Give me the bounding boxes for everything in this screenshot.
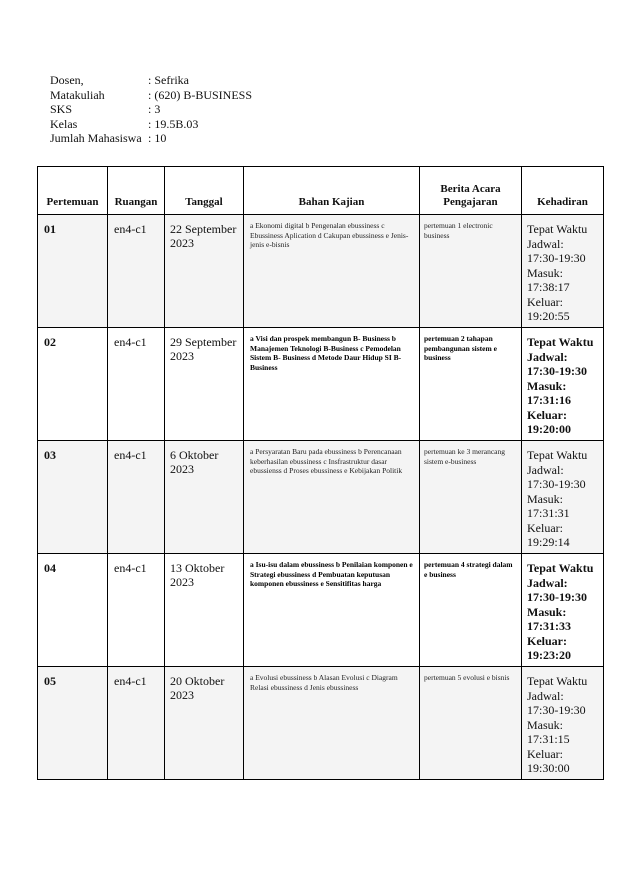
table-row: [38, 554, 604, 667]
info-value: : 10: [148, 131, 167, 145]
check-in-time: 17:31:15: [527, 732, 570, 746]
schedule-label: Jadwal:: [527, 462, 564, 477]
attendance-cell: [522, 215, 604, 328]
attendance-status: Tepat Waktu: [527, 674, 588, 688]
check-in-time: 17:38:17: [527, 280, 570, 294]
check-in-label: Masuk:: [527, 265, 563, 280]
schedule-time: 17:30-19:30: [527, 590, 587, 604]
attendance-table: [37, 166, 604, 780]
room-cell: en4-c1: [108, 554, 165, 667]
info-label: Jumlah Mahasiswa: [50, 131, 142, 145]
table-header-row: [38, 167, 604, 215]
meeting-number: 05: [38, 667, 108, 780]
material-cell: a Evolusi ebussiness b Alasan Evolusi c Diagram Relasi ebussiness d Jenis ebussiness: [244, 667, 420, 780]
attendance-status: Tepat Waktu: [527, 222, 588, 236]
check-out-label: Keluar:: [527, 746, 563, 761]
check-out-time: 19:23:20: [527, 648, 571, 662]
attendance-cell: [522, 667, 604, 780]
col-header-attendance: Kehadiran: [522, 167, 604, 215]
col-header-report-line1: Berita Acara: [440, 183, 501, 195]
info-value: : 19.5B.03: [148, 116, 199, 131]
info-label: Dosen,: [50, 73, 84, 87]
schedule-label: Jadwal:: [527, 236, 564, 251]
check-out-label: Keluar:: [527, 633, 567, 648]
check-in-label: Masuk:: [527, 378, 567, 393]
table-row: [38, 667, 604, 780]
col-header-meeting: Pertemuan: [38, 167, 108, 215]
schedule-time: 17:30-19:30: [527, 477, 586, 491]
schedule-label: Jadwal:: [527, 575, 568, 590]
table-row: [38, 441, 604, 554]
room-cell: en4-c1: [108, 215, 165, 328]
room-cell: en4-c1: [108, 441, 165, 554]
col-header-material: Bahan Kajian: [244, 167, 420, 215]
schedule-time: 17:30-19:30: [527, 251, 586, 265]
course-info: [50, 73, 252, 146]
attendance-status: Tepat Waktu: [527, 335, 594, 349]
info-value: : Sefrika: [148, 73, 189, 87]
date-cell: 22 September 2023: [165, 215, 244, 328]
check-in-time: 17:31:16: [527, 393, 571, 407]
info-row-lecturer: [50, 73, 252, 88]
attendance-status: Tepat Waktu: [527, 561, 594, 575]
check-out-time: 19:30:00: [527, 761, 570, 775]
info-value: : (620) B-BUSINESS: [148, 87, 253, 102]
meeting-number: 04: [38, 554, 108, 667]
col-header-report: [420, 167, 522, 215]
attendance-cell: [522, 441, 604, 554]
check-in-time: 17:31:31: [527, 506, 570, 520]
col-header-room: Ruangan: [108, 167, 165, 215]
info-row-course: [50, 88, 252, 103]
check-out-label: Keluar:: [527, 520, 563, 535]
info-row-students: [50, 131, 252, 146]
info-label: Kelas: [50, 116, 78, 131]
check-out-label: Keluar:: [527, 407, 567, 422]
report-cell: pertemuan 4 strategi dalam e business: [420, 554, 522, 667]
check-in-label: Masuk:: [527, 604, 567, 619]
meeting-number: 02: [38, 328, 108, 441]
info-label: SKS: [50, 102, 73, 116]
check-in-label: Masuk:: [527, 491, 563, 506]
schedule-time: 17:30-19:30: [527, 364, 587, 378]
schedule-label: Jadwal:: [527, 349, 568, 364]
check-in-label: Masuk:: [527, 717, 563, 732]
report-cell: pertemuan 2 tahapan pembangunan sistem e business: [420, 328, 522, 441]
info-row-class: [50, 117, 252, 132]
material-cell: a Isu-isu dalam ebussiness b Penilaian komponen e Strategi ebussiness d Pembuatan keputusan komponen ebussiness e Sensitifitas harga: [244, 554, 420, 667]
info-label: Matakuliah: [50, 87, 105, 102]
check-in-time: 17:31:33: [527, 619, 571, 633]
material-cell: a Persyaratan Baru pada ebussiness b Perencanaan keberhasilan ebussiness c Insfrastruktur dasar ebussienss d Proses ebussiness e Kebijakan Politik: [244, 441, 420, 554]
col-header-date: Tanggal: [165, 167, 244, 215]
room-cell: en4-c1: [108, 328, 165, 441]
meeting-number: 01: [38, 215, 108, 328]
attendance-status: Tepat Waktu: [527, 448, 588, 462]
date-cell: 29 September 2023: [165, 328, 244, 441]
attendance-cell: [522, 554, 604, 667]
schedule-label: Jadwal:: [527, 688, 564, 703]
date-cell: 20 Oktober 2023: [165, 667, 244, 780]
date-cell: 13 Oktober 2023: [165, 554, 244, 667]
table-row: [38, 215, 604, 328]
date-cell: 6 Oktober 2023: [165, 441, 244, 554]
check-out-time: 19:20:55: [527, 309, 570, 323]
check-out-time: 19:29:14: [527, 535, 570, 549]
room-cell: en4-c1: [108, 667, 165, 780]
report-cell: pertemuan ke 3 merancang sistem e-business: [420, 441, 522, 554]
material-cell: a Visi dan prospek membangun B- Business b Manajemen Teknologi B-Business c Pemodelan Sistem B- Business d Metode Daur Hidup SI B-Business: [244, 328, 420, 441]
info-value: : 3: [148, 102, 161, 116]
check-out-label: Keluar:: [527, 294, 563, 309]
report-cell: pertemuan 5 evolusi e bisnis: [420, 667, 522, 780]
col-header-report-line2: Pengajaran: [443, 196, 498, 208]
check-out-time: 19:20:00: [527, 422, 571, 436]
attendance-cell: [522, 328, 604, 441]
material-cell: a Ekonomi digital b Pengenalan ebussiness c Ebussiness Aplication d Cakupan ebussiness e Jenis-jenis e-bisnis: [244, 215, 420, 328]
table-row: [38, 328, 604, 441]
schedule-time: 17:30-19:30: [527, 703, 586, 717]
info-row-credits: [50, 102, 252, 117]
report-cell: pertemuan 1 electronic business: [420, 215, 522, 328]
meeting-number: 03: [38, 441, 108, 554]
